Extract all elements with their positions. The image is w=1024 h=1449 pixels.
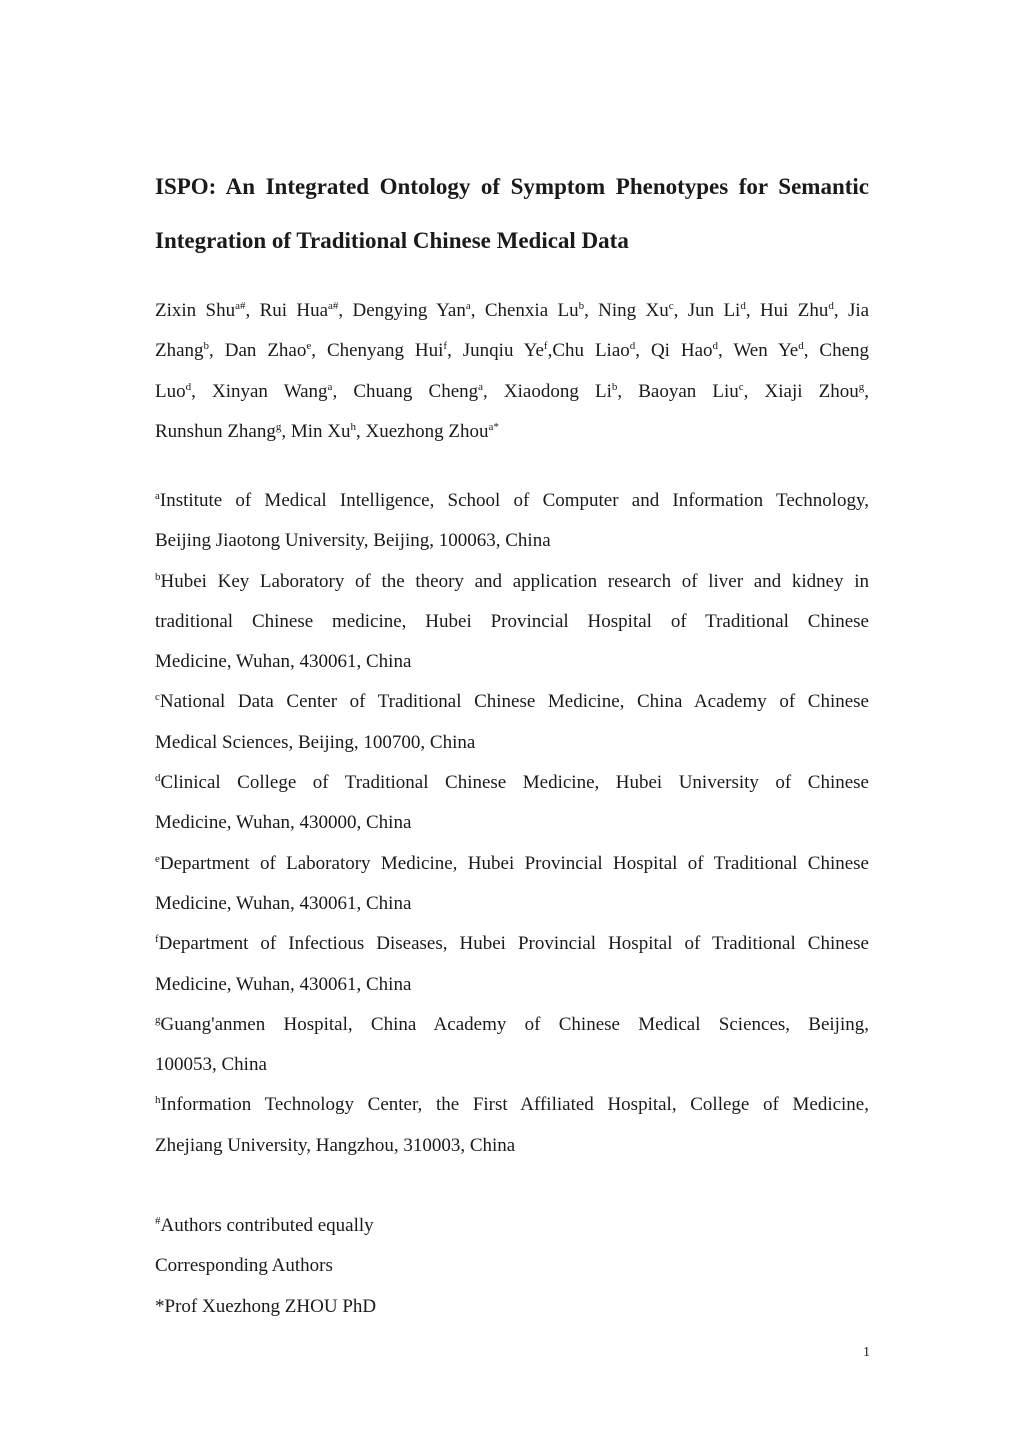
affiliation-line bbox=[155, 723, 869, 763]
author-affil-sup: a bbox=[478, 380, 484, 393]
author-name: Chuang Cheng bbox=[353, 380, 479, 402]
author-name: Xinyan Wang bbox=[211, 380, 328, 402]
affiliation-line bbox=[155, 602, 869, 642]
author-line: Zhang$^b$, Dan Zhao$^e$, Chenyang Hui$^f$, Junqiu Ye$^f$,Chu Liao$^d$, Qi Hao$^d$, Wen Ye$^d$, Cheng bbox=[155, 340, 870, 362]
author-name: Xiaji Zhou bbox=[764, 380, 859, 402]
author-line: Runshun Zhang$^g$, Min Xu$^h$, Xuezhong Zhou$^{a*}$ bbox=[155, 420, 499, 442]
author-affil-sup: a# bbox=[235, 300, 246, 312]
affiliation-text: Clinical College of Traditional Chinese Medicine, Hubei University of Chinese bbox=[160, 772, 869, 794]
author-name: Min Xu bbox=[290, 420, 351, 442]
affiliation-line bbox=[155, 481, 869, 521]
affiliation-list bbox=[155, 481, 869, 1166]
author-affil-sup: b bbox=[578, 300, 585, 312]
author-affil-sup: c bbox=[738, 380, 744, 393]
author-affil-sup: a* bbox=[488, 420, 499, 433]
author-affil-sup: b bbox=[203, 340, 210, 353]
affiliation-text: Medical Sciences, Beijing, 100700, China bbox=[155, 731, 476, 753]
author-affil-sup: a# bbox=[328, 300, 339, 312]
author-affil-sup: d bbox=[798, 340, 804, 353]
author-affil-sup: d bbox=[712, 340, 719, 353]
title-line-1: ISPO: An Integrated Ontology of Symptom Phenotypes for Semantic bbox=[155, 174, 869, 199]
equal-contribution-note bbox=[155, 1206, 869, 1246]
author-affil-sup: a bbox=[465, 300, 471, 312]
affiliation-key: c bbox=[155, 691, 160, 704]
author-affil-sup: d bbox=[629, 340, 636, 353]
affiliation-text: Department of Laboratory Medicine, Hubei Provincial Hospital of Traditional Chinese bbox=[159, 852, 869, 874]
author-name: Dan Zhao bbox=[224, 340, 307, 362]
author-affil-sup: c bbox=[668, 300, 674, 312]
author-name: Qi Hao bbox=[650, 340, 713, 362]
author-name: Jun Li bbox=[687, 300, 741, 321]
author-affil-sup: d bbox=[828, 300, 834, 312]
affiliation-line bbox=[155, 803, 869, 843]
affiliation-line bbox=[155, 763, 869, 803]
title-line-2: Integration of Traditional Chinese Medical Data bbox=[155, 228, 629, 253]
author-name: Chenyang Hui bbox=[326, 340, 444, 362]
author-name: Junqiu Ye bbox=[462, 340, 544, 362]
affiliation-line bbox=[155, 642, 869, 682]
affiliation-key: b bbox=[155, 570, 161, 583]
affiliation-line bbox=[155, 682, 869, 722]
affiliation-key: g bbox=[155, 1013, 161, 1026]
author-name: Hui Zhu bbox=[759, 300, 829, 321]
author-name: Chu Liao bbox=[552, 340, 630, 362]
author-notes bbox=[155, 1206, 869, 1327]
author-affil-sup: f bbox=[543, 340, 548, 353]
author-affil-sup: f bbox=[443, 340, 448, 353]
affiliation-line bbox=[155, 1126, 869, 1166]
affiliation-line bbox=[155, 884, 869, 924]
affiliation-key: d bbox=[155, 772, 161, 785]
equal-contribution-text: Authors contributed equally bbox=[160, 1215, 374, 1236]
page-number: 1 bbox=[863, 1345, 870, 1360]
affiliation-text: Institute of Medical Intelligence, School of Computer and Information Technology, bbox=[159, 490, 869, 511]
author-line: Zixin Shu$^{a\#}$, Rui Hua$^{a\#}$, Dengying Yan$^a$, Chenxia Lu$^b$, Ning Xu$^c$, Jun Li$^d$, Hui Zhu$^d$, Jia bbox=[155, 300, 870, 321]
author-list bbox=[155, 291, 869, 452]
author-affil-sup: d bbox=[185, 380, 192, 393]
author-affil-sup: g bbox=[858, 380, 865, 393]
affiliation-line bbox=[155, 562, 869, 602]
affiliation-text: National Data Center of Traditional Chinese Medicine, China Academy of Chinese bbox=[159, 691, 869, 713]
author-name: Baoyan Liu bbox=[638, 380, 739, 402]
author-name: Zixin Shu bbox=[155, 300, 236, 321]
author-name: Xuezhong Zhou bbox=[365, 420, 489, 442]
affiliation-text: Medicine, Wuhan, 430000, China bbox=[155, 812, 412, 834]
author-name: Ning Xu bbox=[598, 300, 669, 321]
author-affil-sup: h bbox=[350, 420, 357, 433]
affiliation-text: 100053, China bbox=[155, 1054, 267, 1076]
author-name: Xiaodong Li bbox=[503, 380, 612, 402]
affiliation-key: f bbox=[155, 933, 159, 946]
affiliation-line bbox=[155, 1005, 869, 1045]
affiliation-text: Medicine, Wuhan, 430061, China bbox=[155, 973, 412, 995]
affiliation-text: Department of Infectious Diseases, Hubei Provincial Hospital of Traditional Chinese bbox=[158, 933, 869, 955]
author-affil-sup: d bbox=[740, 300, 746, 312]
affiliation-key: e bbox=[155, 852, 160, 865]
author-name: Dengying Yan bbox=[352, 300, 466, 321]
author-name-part: Luo bbox=[155, 380, 186, 402]
author-affil-sup: b bbox=[611, 380, 618, 393]
author-affil-sup: a bbox=[327, 380, 333, 393]
author-name-part: Zhang bbox=[155, 340, 204, 362]
affiliation-line bbox=[155, 1085, 869, 1125]
author-name: Wen Ye bbox=[733, 340, 799, 362]
affiliation-line bbox=[155, 924, 869, 964]
corresponding-author-name: *Prof Xuezhong ZHOU PhD bbox=[155, 1295, 377, 1317]
affiliation-text: Guang'anmen Hospital, China Academy of Chinese Medical Sciences, Beijing, bbox=[160, 1013, 869, 1035]
author-name: Chenxia Lu bbox=[484, 300, 579, 321]
affiliation-text: Zhejiang University, Hangzhou, 310003, China bbox=[155, 1134, 516, 1156]
corresponding-authors-label: Corresponding Authors bbox=[155, 1255, 333, 1277]
author-line: Luo$^d$, Xinyan Wang$^a$, Chuang Cheng$^a$, Xiaodong Li$^b$, Baoyan Liu$^c$, Xiaji Zhou$^g$, bbox=[155, 380, 870, 402]
affiliation-text: Hubei Key Laboratory of the theory and application research of liver and kidney in bbox=[160, 570, 869, 592]
equal-contribution-mark: # bbox=[155, 1215, 161, 1227]
affiliation-line bbox=[155, 1045, 869, 1085]
author-name: Runshun Zhang bbox=[155, 420, 276, 442]
affiliation-key: a bbox=[155, 490, 160, 502]
affiliation-text: traditional Chinese medicine, Hubei Provincial Hospital of Traditional Chinese bbox=[155, 610, 869, 632]
author-affil-sup: e bbox=[306, 340, 312, 353]
affiliation-line bbox=[155, 844, 869, 884]
affiliation-text: Beijing Jiaotong University, Beijing, 100063, China bbox=[155, 530, 551, 552]
affiliation-text: Medicine, Wuhan, 430061, China bbox=[155, 651, 412, 673]
author-name: Rui Hua bbox=[259, 300, 329, 321]
affiliation-line bbox=[155, 965, 869, 1005]
affiliation-line bbox=[155, 521, 869, 561]
author-affil-sup: g bbox=[275, 420, 282, 433]
affiliation-text: Information Technology Center, the First Affiliated Hospital, College of Medicine, bbox=[160, 1094, 869, 1116]
author-name-part: Jia bbox=[847, 300, 870, 321]
paper-title bbox=[155, 160, 869, 268]
affiliation-text: Medicine, Wuhan, 430061, China bbox=[155, 892, 412, 914]
affiliation-key: h bbox=[155, 1094, 161, 1107]
